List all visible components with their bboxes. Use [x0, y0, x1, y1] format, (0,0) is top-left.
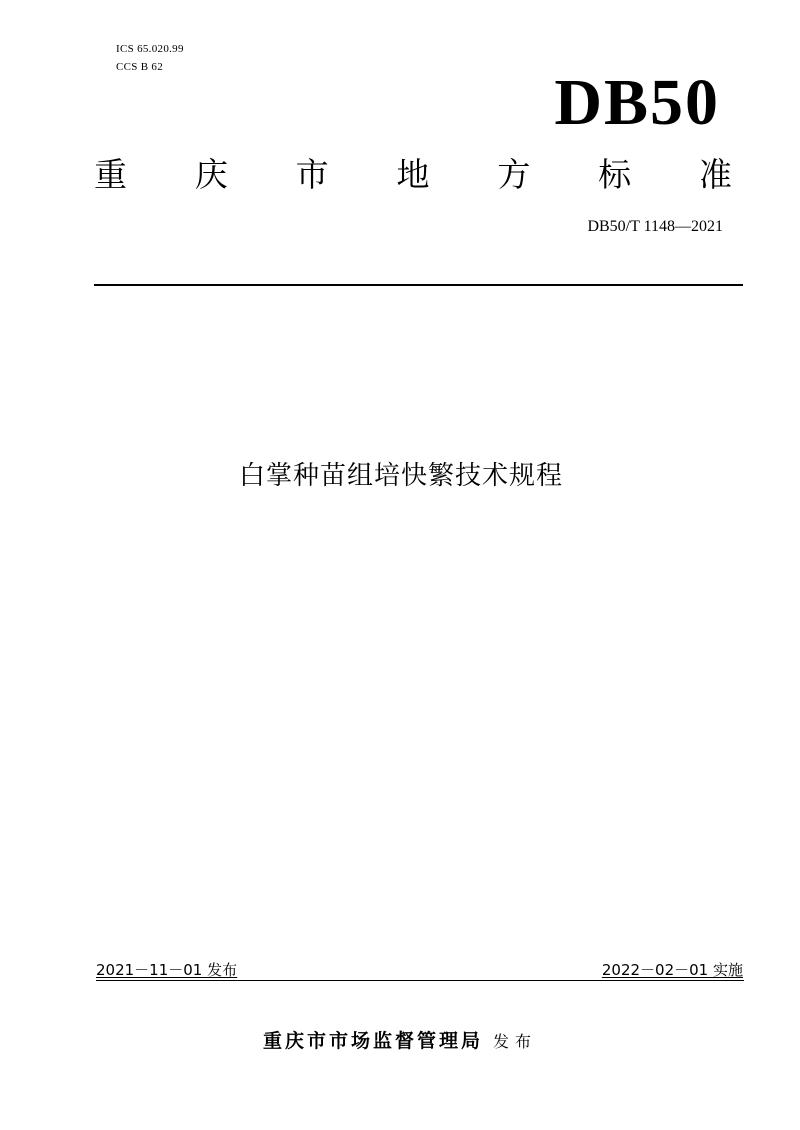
issue-word: 发布 [493, 1032, 538, 1051]
standard-number: DB50/T 1148—2021 [587, 218, 723, 235]
standard-type-char: 标 [598, 155, 632, 194]
standard-type-char: 重 [94, 155, 127, 194]
ccs-code: CCS B 62 [116, 61, 164, 73]
standard-type-char: 市 [295, 155, 329, 194]
standard-type-heading [94, 155, 732, 195]
issuer-name: 重庆市市场监督管理局 [262, 1030, 483, 1052]
standard-mark: DB50 [554, 66, 720, 139]
document-title: 白掌种苗组培快繁技术规程 [238, 461, 563, 491]
standard-type-char: 方 [497, 155, 531, 194]
standard-type-char: 地 [396, 155, 430, 194]
standard-type-char: 准 [698, 155, 732, 194]
publish-date: 2021－11－01 发布 [96, 961, 238, 979]
footer-divider [96, 980, 744, 981]
issuer-line [0, 1028, 800, 1055]
header-divider [94, 284, 743, 286]
standard-type-char: 庆 [194, 155, 228, 194]
ics-code: ICS 65.020.99 [116, 43, 184, 55]
effective-date: 2022－02－01 实施 [601, 961, 743, 979]
